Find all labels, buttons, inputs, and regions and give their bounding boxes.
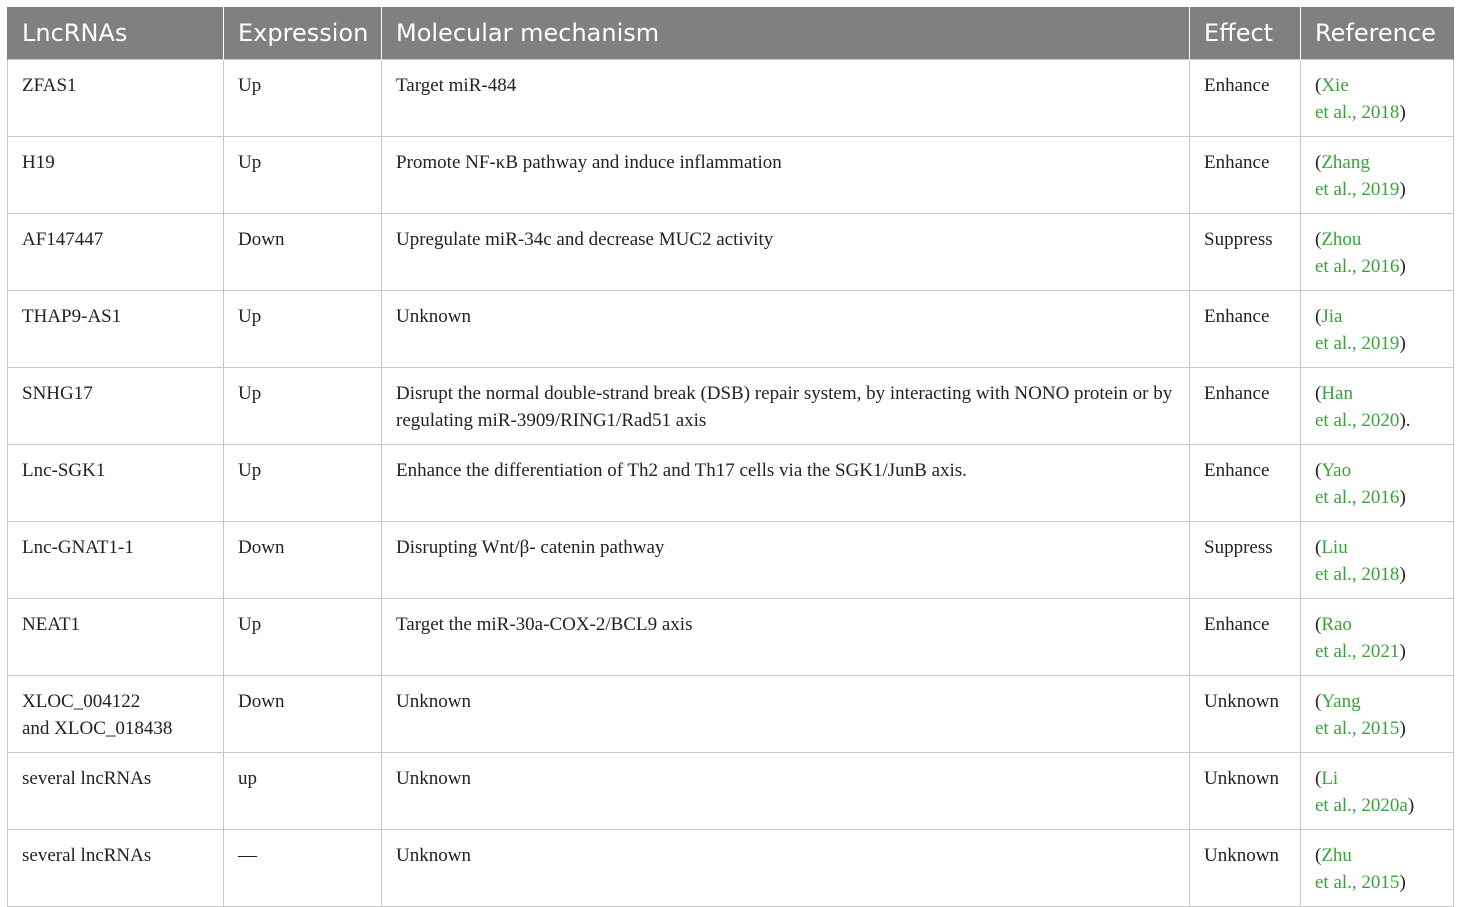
lncrna-name: XLOC_004122 [22, 691, 141, 712]
cell-effect: Enhance [1190, 445, 1301, 522]
reference-line-2 [1315, 561, 1439, 588]
reference-year-link[interactable]: et al., 2018 [1315, 564, 1400, 585]
reference-line-1 [1315, 842, 1439, 869]
cell-reference [1301, 676, 1454, 753]
cell-effect: Enhance [1190, 599, 1301, 676]
lncrna-name: Lnc-GNAT1-1 [22, 537, 134, 558]
cell-reference [1301, 368, 1454, 445]
reference-open-paren: ( [1315, 537, 1322, 558]
table-row [8, 291, 1454, 368]
reference-line-2 [1315, 253, 1439, 280]
reference-open-paren: ( [1315, 614, 1322, 635]
cell-lncrna [8, 214, 224, 291]
cell-mechanism: Unknown [382, 830, 1190, 907]
table-row [8, 676, 1454, 753]
table-row [8, 753, 1454, 830]
reference-line-1 [1315, 534, 1439, 561]
lncrna-table [7, 7, 1454, 907]
reference-line-2 [1315, 330, 1439, 357]
reference-line-1 [1315, 765, 1439, 792]
cell-mechanism: Disrupting Wnt/β- catenin pathway [382, 522, 1190, 599]
lncrna-name: Lnc-SGK1 [22, 460, 106, 481]
reference-line-2 [1315, 484, 1439, 511]
table-row [8, 60, 1454, 137]
cell-reference [1301, 522, 1454, 599]
reference-line-2 [1315, 407, 1439, 434]
reference-open-paren: ( [1315, 845, 1322, 866]
cell-lncrna [8, 291, 224, 368]
reference-line-2 [1315, 869, 1439, 896]
header-effect: Effect [1190, 7, 1301, 60]
header-expression: Expression [224, 7, 382, 60]
reference-year-link[interactable]: et al., 2016 [1315, 256, 1400, 277]
table-row [8, 830, 1454, 907]
reference-year-link[interactable]: et al., 2015 [1315, 718, 1400, 739]
reference-close-paren: ) [1399, 564, 1406, 585]
cell-effect: Suppress [1190, 214, 1301, 291]
lncrna-name: ZFAS1 [22, 75, 77, 96]
reference-open-paren: ( [1315, 152, 1322, 173]
reference-author-link[interactable]: Rao [1321, 614, 1352, 635]
reference-author-link[interactable]: Zhang [1321, 152, 1370, 173]
reference-line-1 [1315, 380, 1439, 407]
cell-lncrna [8, 676, 224, 753]
cell-expression: Up [224, 60, 382, 137]
cell-mechanism: Unknown [382, 676, 1190, 753]
reference-close-paren: ) [1399, 487, 1406, 508]
reference-line-1 [1315, 72, 1439, 99]
reference-year-link[interactable]: et al., 2020a [1315, 795, 1408, 816]
cell-expression: Down [224, 214, 382, 291]
cell-reference [1301, 214, 1454, 291]
reference-author-link[interactable]: Xie [1321, 75, 1349, 96]
reference-line-1 [1315, 149, 1439, 176]
reference-close-paren: ) [1399, 256, 1406, 277]
cell-expression: Up [224, 291, 382, 368]
cell-effect: Enhance [1190, 368, 1301, 445]
cell-reference [1301, 753, 1454, 830]
lncrna-name: and XLOC_018438 [22, 718, 173, 739]
reference-year-link[interactable]: et al., 2016 [1315, 487, 1400, 508]
cell-effect: Suppress [1190, 522, 1301, 599]
lncrna-name: several lncRNAs [22, 768, 152, 789]
reference-open-paren: ( [1315, 229, 1322, 250]
cell-expression: — [224, 830, 382, 907]
cell-mechanism: Target miR-484 [382, 60, 1190, 137]
cell-effect: Enhance [1190, 291, 1301, 368]
cell-reference [1301, 445, 1454, 522]
reference-close-paren: ). [1399, 410, 1411, 431]
table-row [8, 599, 1454, 676]
reference-author-link[interactable]: Liu [1321, 537, 1348, 558]
reference-year-link[interactable]: et al., 2019 [1315, 179, 1400, 200]
reference-close-paren: ) [1399, 102, 1406, 123]
reference-author-link[interactable]: Yang [1321, 691, 1361, 712]
cell-reference [1301, 137, 1454, 214]
reference-line-2 [1315, 715, 1439, 742]
cell-lncrna [8, 830, 224, 907]
table-row [8, 368, 1454, 445]
reference-close-paren: ) [1399, 641, 1406, 662]
reference-line-1 [1315, 457, 1439, 484]
cell-expression: Down [224, 522, 382, 599]
cell-lncrna [8, 753, 224, 830]
cell-mechanism: Unknown [382, 753, 1190, 830]
reference-author-link[interactable]: Li [1321, 768, 1339, 789]
cell-mechanism: Upregulate miR-34c and decrease MUC2 activity [382, 214, 1190, 291]
reference-line-2 [1315, 99, 1439, 126]
reference-year-link[interactable]: et al., 2019 [1315, 333, 1400, 354]
reference-open-paren: ( [1315, 383, 1322, 404]
reference-open-paren: ( [1315, 691, 1322, 712]
header-lncrnas: LncRNAs [8, 7, 224, 60]
lncrna-name: AF147447 [22, 229, 104, 250]
cell-effect: Unknown [1190, 676, 1301, 753]
reference-close-paren: ) [1407, 795, 1415, 816]
reference-author-link[interactable]: Han [1321, 383, 1353, 404]
cell-mechanism: Unknown [382, 291, 1190, 368]
cell-mechanism: Target the miR-30a-COX-2/BCL9 axis [382, 599, 1190, 676]
table-body [8, 60, 1454, 907]
cell-effect: Unknown [1190, 830, 1301, 907]
reference-close-paren: ) [1399, 718, 1406, 739]
reference-year-link[interactable]: et al., 2020 [1315, 410, 1400, 431]
header-reference: Reference [1301, 7, 1454, 60]
cell-reference [1301, 291, 1454, 368]
cell-lncrna [8, 137, 224, 214]
cell-effect: Unknown [1190, 753, 1301, 830]
cell-lncrna [8, 368, 224, 445]
cell-expression: Down [224, 676, 382, 753]
cell-expression: Up [224, 137, 382, 214]
reference-year-link[interactable]: et al., 2015 [1315, 872, 1400, 893]
reference-author-link[interactable]: Zhou [1321, 229, 1362, 250]
reference-open-paren: ( [1315, 306, 1322, 327]
lncrna-name: several lncRNAs [22, 845, 152, 866]
cell-lncrna [8, 522, 224, 599]
reference-line-2 [1315, 176, 1439, 203]
cell-effect: Enhance [1190, 137, 1301, 214]
cell-lncrna [8, 599, 224, 676]
header-row [8, 7, 1454, 60]
reference-year-link[interactable]: et al., 2018 [1315, 102, 1400, 123]
cell-expression: up [224, 753, 382, 830]
reference-line-1 [1315, 303, 1439, 330]
table-row [8, 137, 1454, 214]
reference-open-paren: ( [1315, 768, 1322, 789]
reference-line-1 [1315, 611, 1439, 638]
reference-line-2 [1315, 638, 1439, 665]
reference-author-link[interactable]: Jia [1321, 306, 1343, 327]
cell-lncrna [8, 60, 224, 137]
reference-year-link[interactable]: et al., 2021 [1315, 641, 1400, 662]
reference-open-paren: ( [1315, 460, 1322, 481]
lncrna-name: THAP9-AS1 [22, 306, 122, 327]
reference-open-paren: ( [1315, 75, 1322, 96]
cell-expression: Up [224, 368, 382, 445]
cell-lncrna [8, 445, 224, 522]
lncrna-name: NEAT1 [22, 614, 81, 635]
table-header [8, 7, 1454, 60]
header-molecular-mechanism: Molecular mechanism [382, 7, 1190, 60]
cell-reference [1301, 60, 1454, 137]
cell-expression: Up [224, 445, 382, 522]
reference-author-link[interactable]: Zhu [1321, 845, 1352, 866]
reference-close-paren: ) [1399, 872, 1406, 893]
reference-line-2 [1315, 792, 1439, 819]
cell-reference [1301, 830, 1454, 907]
cell-effect: Enhance [1190, 60, 1301, 137]
reference-line-1 [1315, 688, 1439, 715]
lncrna-name: SNHG17 [22, 383, 93, 404]
table-row [8, 522, 1454, 599]
reference-line-1 [1315, 226, 1439, 253]
reference-close-paren: ) [1399, 333, 1406, 354]
lncrna-name: H19 [22, 152, 55, 173]
reference-close-paren: ) [1399, 179, 1406, 200]
lncrna-table-container [7, 7, 1453, 907]
cell-expression: Up [224, 599, 382, 676]
cell-mechanism: Promote NF-κB pathway and induce inflammation [382, 137, 1190, 214]
reference-author-link[interactable]: Yao [1321, 460, 1352, 481]
cell-reference [1301, 599, 1454, 676]
table-row [8, 214, 1454, 291]
cell-mechanism: Disrupt the normal double-strand break (DSB) repair system, by interacting with NONO protein or by regulating miR-3909/RING1/Rad51 axis [382, 368, 1190, 445]
cell-mechanism: Enhance the differentiation of Th2 and Th17 cells via the SGK1/JunB axis. [382, 445, 1190, 522]
table-row [8, 445, 1454, 522]
